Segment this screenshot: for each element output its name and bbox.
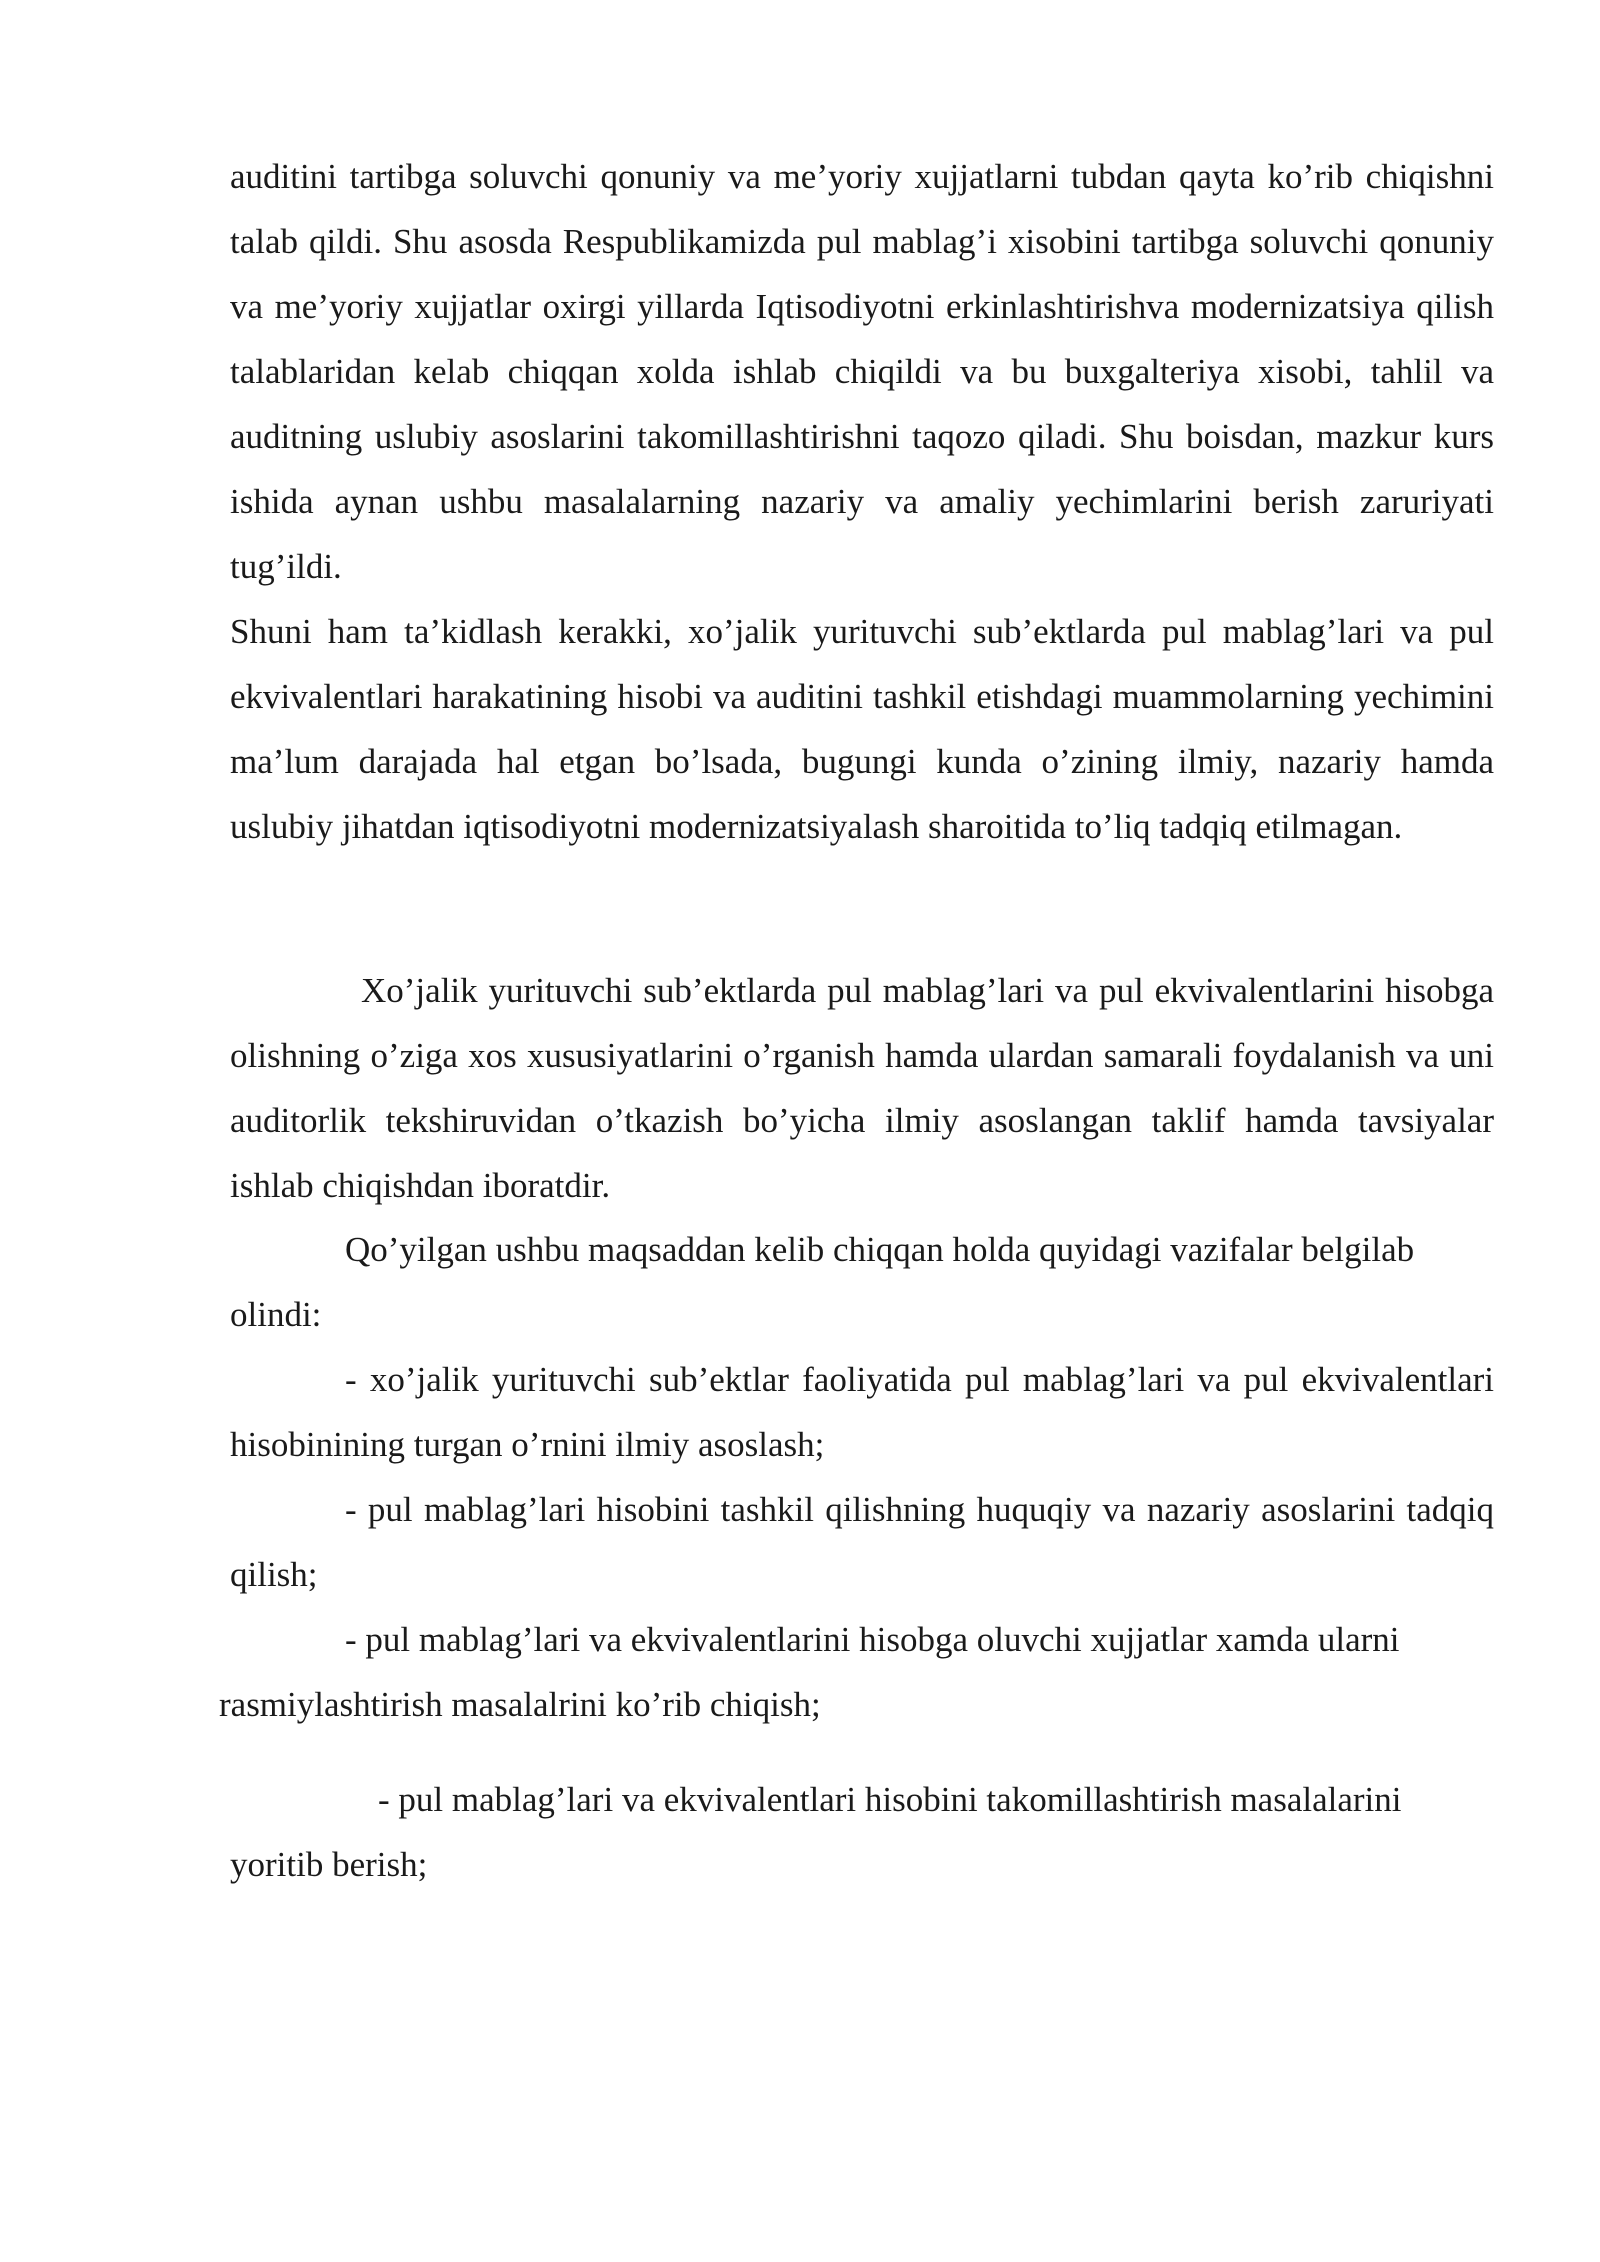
paragraph-tasks-intro: Qo’yilgan ushbu maqsaddan kelib chiqqan holda quyidagi vazifalar belgilab olindi: [230, 1230, 1415, 1334]
task-list-item-4: - pul mablag’lari va ekvivalentlari hisobini takomillashtirish masalalarini yoritib berish; [230, 1780, 1402, 1884]
task-list-item-2: - pul mablag’lari hisobini tashkil qilishning huquqiy va nazariy asoslarini tadqiq qilish; [230, 1490, 1494, 1594]
paragraph-intro-continuation: auditini tartibga soluvchi qonuniy va me’yoriy xujjatlarni tubdan qayta ko’rib chiqishni talab qildi. Shu asosda Respublikamizda pul mablag’i xisobini tartibga soluvchi qonuniy va me’yoriy xujjatlar oxirgi yillarda Iqtisodiyotni erkinlashtirishva modernizatsiya qilish talablaridan kelab chiqqan xolda ishlab chiqildi va bu buxgalteriya xisobi, tahlil va auditning uslubiy asoslarini takomillashtirishni taqozo qiladi. Shu boisdan, mazkur kurs ishida aynan ushbu masalalarning nazariy va amaliy yechimlarini berish zaruriyati tug’ildi. [230, 157, 1494, 586]
task-list-item-1: - xo’jalik yurituvchi sub’ektlar faoliyatida pul mablag’lari va pul ekvivalentlari hisobinining turgan o’rnini ilmiy asoslash; [230, 1360, 1494, 1464]
paragraph-research-aim: Xo’jalik yurituvchi sub’ektlarda pul mablag’lari va pul ekvivalentlarini hisobga olishning o’ziga xos xususiyatlarini o’rganish hamda ulardan samarali foydalanish va uni auditorlik tekshiruvidan o’tkazish bo’yicha ilmiy asoslangan taklif hamda tavsiyalar ishlab chiqishdan iboratdir. [230, 971, 1494, 1205]
paragraph-research-gap: Shuni ham ta’kidlash kerakki, xo’jalik yurituvchi sub’ektlarda pul mablag’lari va pul ekvivalentlari harakatining hisobi va auditini tashkil etishdagi muammolarning yechimini ma’lum darajada hal etgan bo’lsada, bugungi kunda o’zining ilmiy, nazariy hamda uslubiy jihatdan iqtisodiyotni modernizatsiyalash sharoitida to’liq tadqiq etilmagan. [230, 612, 1494, 846]
task-list-item-3: - pul mablag’lari va ekvivalentlarini hisobga oluvchi xujjatlar xamda ularni rasmiylashtirish masalalrini ko’rib chiqish; [219, 1620, 1400, 1724]
